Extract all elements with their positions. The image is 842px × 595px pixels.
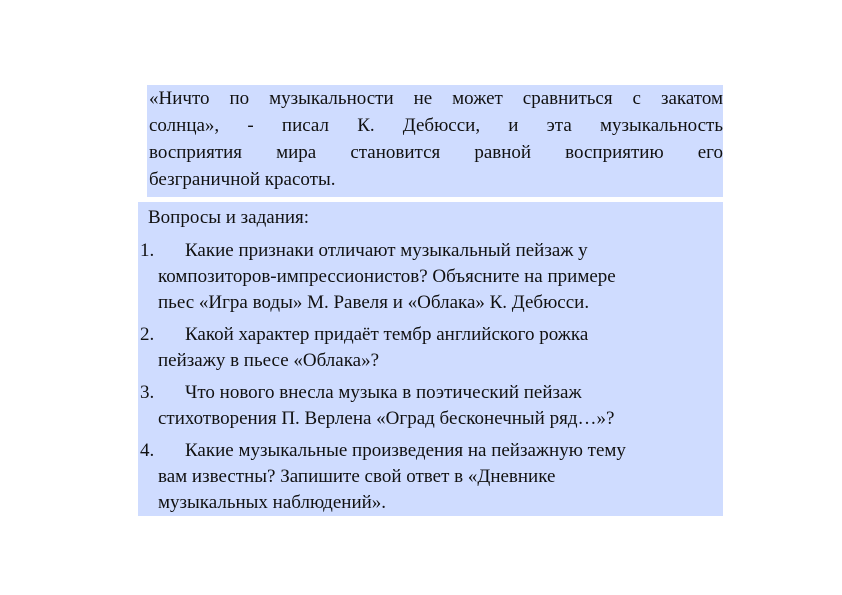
question-line: композиторов-импрессионистов? Объясните на примере: [158, 266, 616, 287]
questions-block: [138, 202, 723, 516]
question-line: пейзажу в пьесе «Облака»?: [158, 350, 380, 371]
question-number: 3.: [140, 382, 155, 403]
quote-line: «Ничто по музыкальности не может сравниться с закатом: [149, 88, 723, 109]
question-line: вам известны? Запишите свой ответ в «Дневнике: [158, 466, 556, 487]
question-number: 2.: [140, 324, 155, 345]
question-line: Какие музыкальные произведения на пейзажную тему: [185, 440, 626, 461]
question-item-3: [138, 380, 723, 432]
debussy-quote-paragraph: [147, 85, 723, 197]
question-item-4: [138, 438, 723, 516]
question-line: стихотворения П. Верлена «Оград бесконечный ряд…»?: [158, 408, 615, 429]
quote-line: безграничной красоты.: [149, 169, 336, 190]
question-number: 1.: [140, 240, 155, 261]
quote-line: солнца», - писал К. Дебюсси, и эта музыкальность: [149, 115, 723, 136]
quote-line: восприятия мира становится равной восприятию его: [149, 142, 723, 163]
question-line: Что нового внесла музыка в поэтический пейзаж: [185, 382, 582, 403]
question-line: Какой характер придаёт тембр английского рожка: [185, 324, 589, 345]
questions-heading: Вопросы и задания:: [148, 207, 310, 228]
question-line: Какие признаки отличают музыкальный пейзаж у: [185, 240, 588, 261]
question-number: 4.: [140, 440, 155, 461]
question-line: пьес «Игра воды» М. Равеля и «Облака» К. Дебюсси.: [158, 292, 590, 313]
question-line: музыкальных наблюдений».: [158, 492, 387, 513]
question-item-2: [138, 322, 723, 374]
question-item-1: [138, 238, 723, 316]
